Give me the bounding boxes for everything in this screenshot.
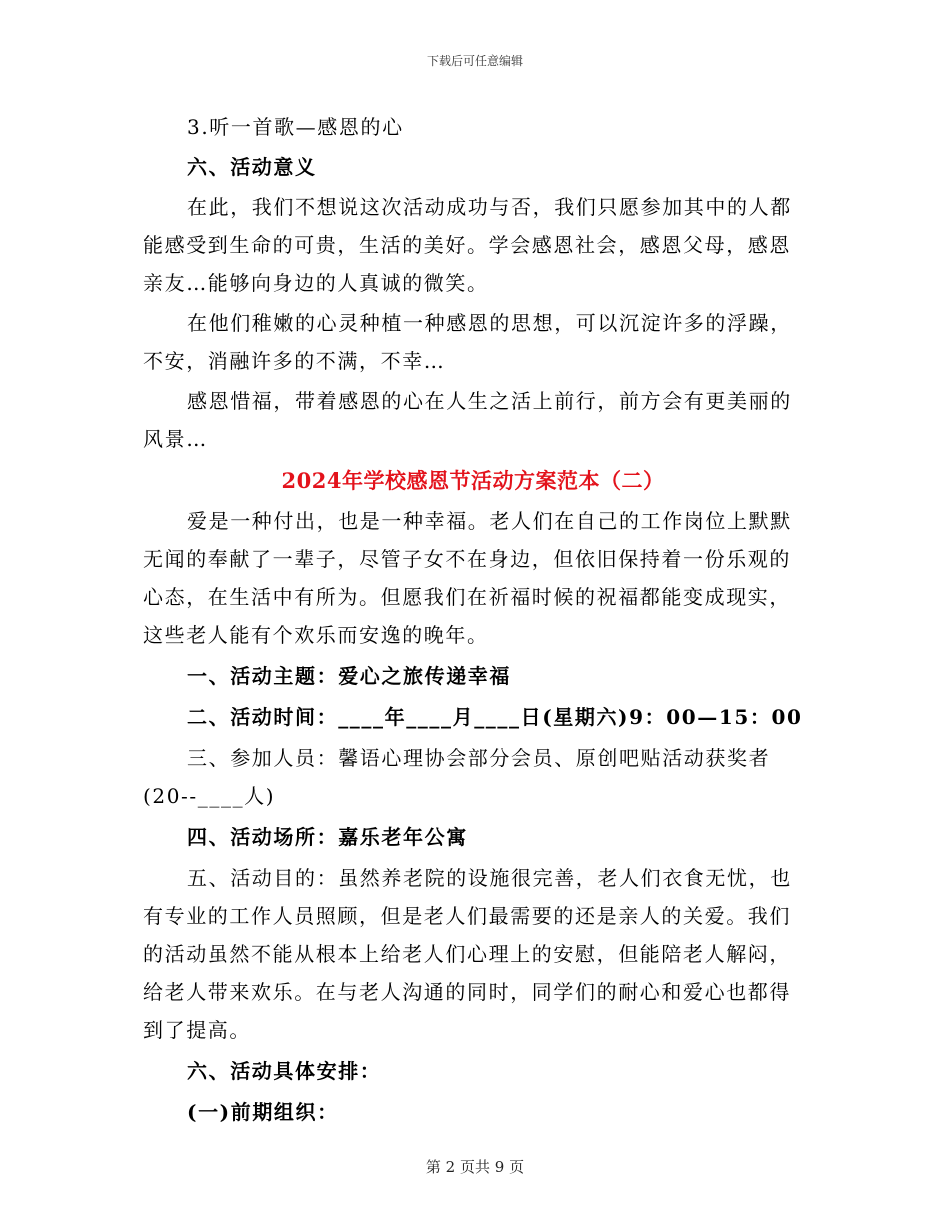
subsection-heading-preparation: (一)前期组织：: [187, 1100, 339, 1124]
section-heading-venue: 四、活动场所：嘉乐老年公寓: [187, 825, 468, 849]
paragraph-line: 能感受到生命的可贵，生活的美好。学会感恩社会，感恩父母，感恩: [143, 233, 791, 257]
paragraph-line: 到了提高。: [143, 1018, 251, 1042]
paragraph-line: 给老人带来欢乐。在与老人沟通的同时，同学们的耐心和爱心也都得: [143, 980, 791, 1004]
paragraph-line: 无闻的奉献了一辈子，尽管子女不在身边，但依旧保持着一份乐观的: [143, 547, 791, 571]
paragraph-line: 有专业的工作人员照顾，但是老人们最需要的还是亲人的关爱。我们: [143, 904, 791, 928]
section-purpose: 五、活动目的：虽然养老院的设施很完善，老人们衣食无忧，也: [187, 866, 792, 890]
paragraph-line: 不安，消融许多的不满，不幸…: [143, 349, 446, 373]
paragraph-line: 在此，我们不想说这次活动成功与否，我们只愿参加其中的人都: [187, 195, 792, 219]
section-participants: 三、参加人员：馨语心理协会部分会员、原创吧贴活动获奖者: [187, 746, 771, 770]
paragraph-line: 风景…: [143, 427, 208, 451]
paragraph-line: 的活动虽然不能从根本上给老人们心理上的安慰，但能陪老人解闷，: [143, 942, 791, 966]
section-heading-theme: 一、活动主题：爱心之旅传递幸福: [187, 664, 511, 688]
paragraph-line: 爱是一种付出，也是一种幸福。老人们在自己的工作岗位上默默: [187, 509, 792, 533]
section-heading-arrangement: 六、活动具体安排：: [187, 1059, 382, 1083]
paragraph-line: 这些老人能有个欢乐而安逸的晚年。: [143, 623, 489, 647]
section-heading-time: 二、活动时间：____年____月____日(星期六)9：00—15：00: [187, 705, 803, 729]
paragraph-line: 感恩惜福，带着感恩的心在人生之活上前行，前方会有更美丽的: [187, 389, 792, 413]
list-item-song: 3.听一首歌—感恩的心: [187, 115, 404, 139]
section-heading-significance: 六、活动意义: [187, 155, 317, 179]
paragraph-line: (20--____人): [143, 784, 276, 808]
paragraph-line: 在他们稚嫩的心灵种植一种感恩的思想，可以沉淀许多的浮躁，: [187, 311, 792, 335]
paragraph-line: 心态，在生活中有所为。但愿我们在祈福时候的祝福都能变成现实，: [143, 585, 791, 609]
document-title: 2024年学校感恩节活动方案范本（二）: [281, 468, 665, 493]
page-header: 下载后可任意编辑: [426, 54, 523, 68]
paragraph-line: 亲友…能够向身边的人真诚的微笑。: [143, 271, 489, 295]
page-footer: 第 2 页共 9 页: [425, 1158, 525, 1176]
document-body: [143, 108, 803, 1131]
